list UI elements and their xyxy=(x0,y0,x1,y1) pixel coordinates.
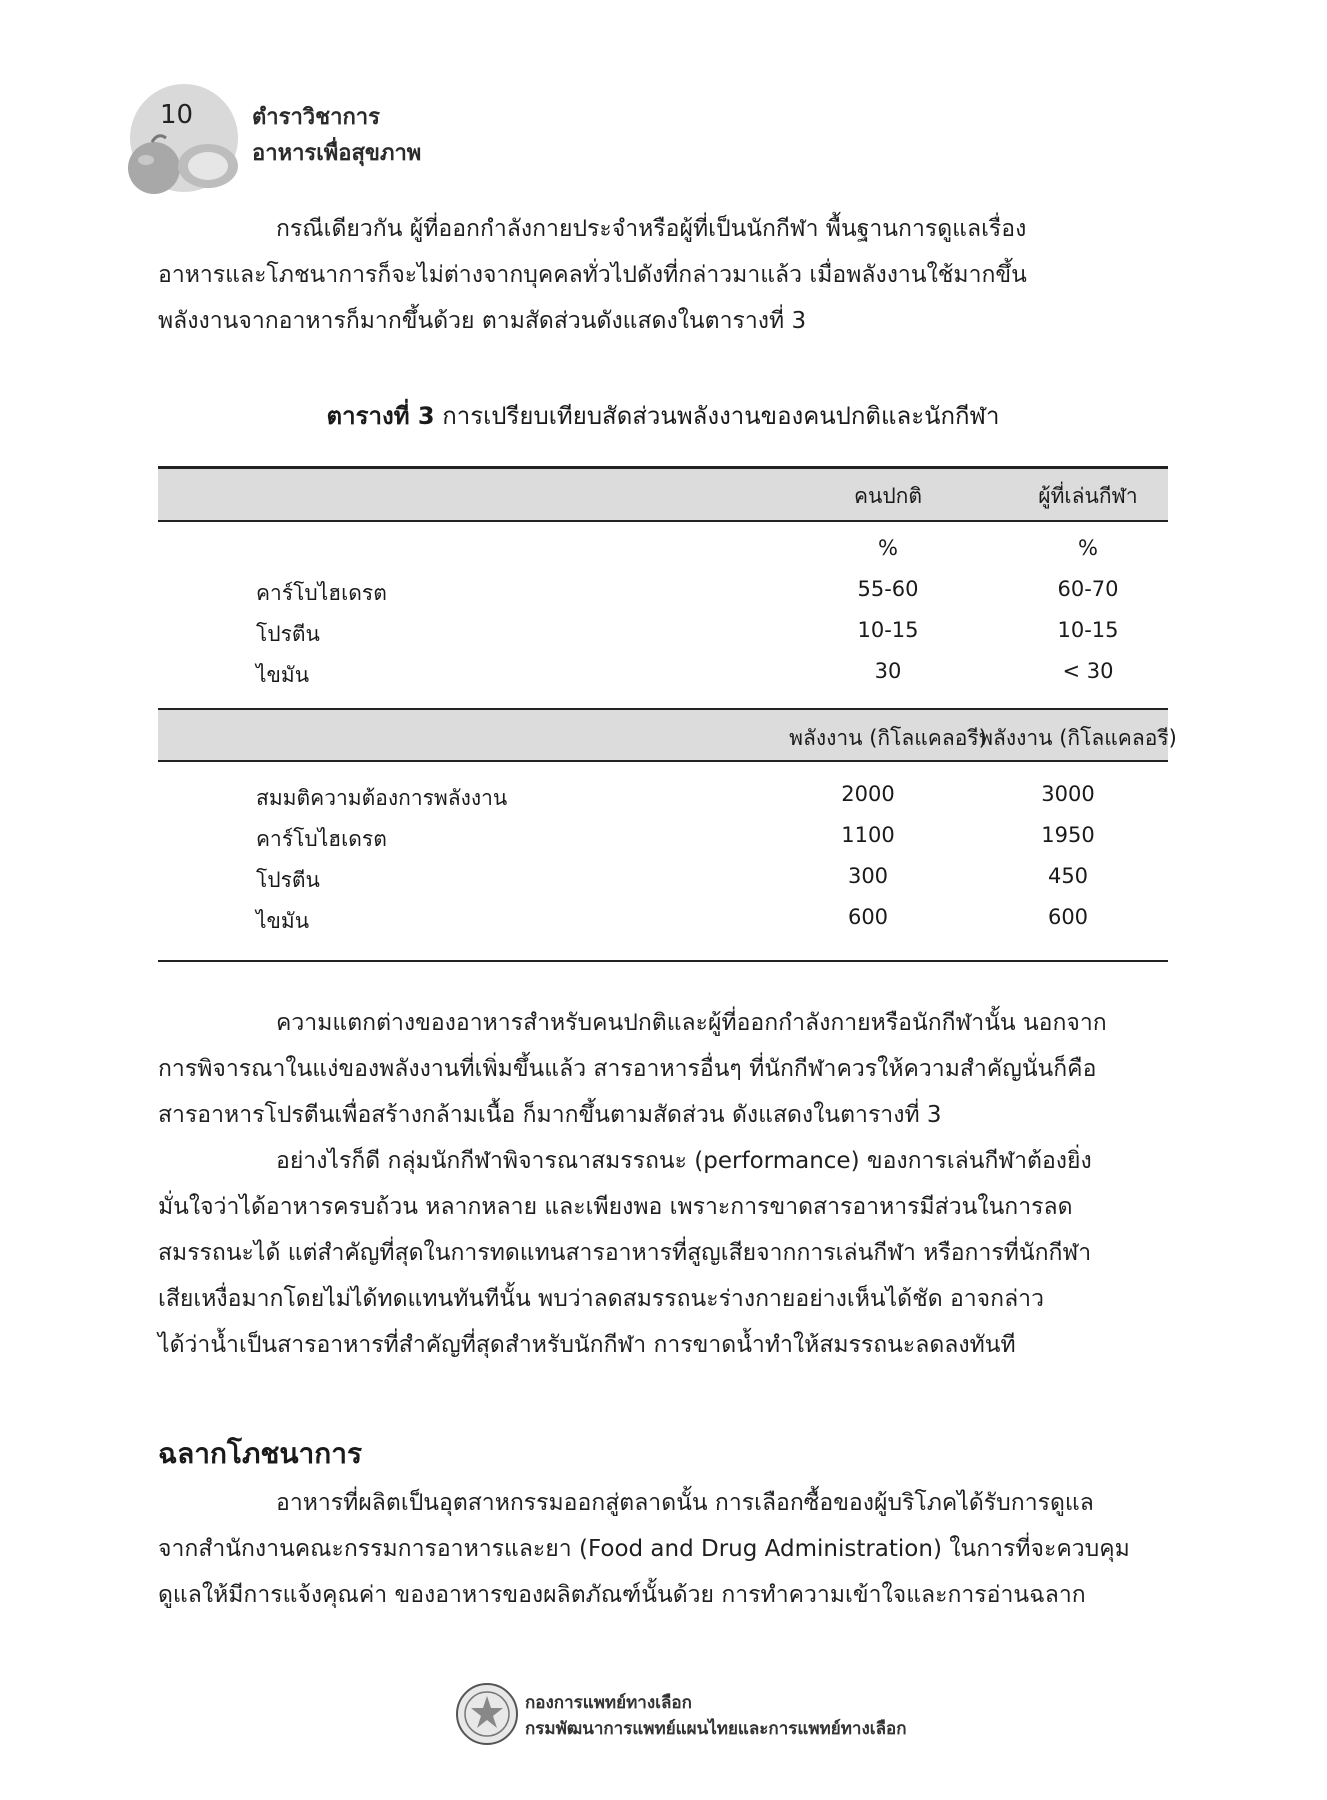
unit-athlete: % xyxy=(1078,536,1098,560)
body-paragraph-2 xyxy=(158,1138,1168,1368)
value-normal: 30 xyxy=(874,659,902,683)
table-row xyxy=(158,569,1168,610)
table-unit-row xyxy=(158,528,1168,569)
page-number: 10 xyxy=(160,100,194,130)
intro-line: พลังงานจากอาหารก็มากขึ้นด้วย ตามสัดส่วนดังแสดงในตารางที่ 3 xyxy=(158,308,807,334)
value-athlete: 10-15 xyxy=(1057,618,1119,642)
value-athlete: < 30 xyxy=(1062,659,1114,683)
table-header-row xyxy=(158,472,1168,513)
value-athlete: 60-70 xyxy=(1057,577,1119,601)
intro-paragraph xyxy=(158,206,1168,344)
col-header-athlete: ผู้ที่เล่นกีฬา xyxy=(1038,484,1138,508)
section-line: จากสำนักงานคณะกรรมการอาหารและยา (Food and Drug Administration) ในการที่จะควบคุม xyxy=(158,1536,1130,1562)
energy-header-athlete: พลังงาน (กิโลแคลอรี) xyxy=(979,726,1177,750)
value-normal: 55-60 xyxy=(857,577,919,601)
body-line: การพิจารณาในแง่ของพลังงานที่เพิ่มขึ้นแล้ว สารอาหารอื่นๆ ที่นักกีฬาควรให้ความสำคัญนั่นก็คือ xyxy=(158,1056,1097,1082)
unit-normal: % xyxy=(878,536,898,560)
body-line: ความแตกต่างของอาหารสำหรับคนปกติและผู้ที่ออกกำลังกายหรือนักกีฬานั้น นอกจาก xyxy=(276,1010,1107,1036)
row-label: โปรตีน xyxy=(256,622,320,646)
body-line: ได้ว่าน้ำเป็นสารอาหารที่สำคัญที่สุดสำหรับนักกีฬา การขาดน้ำทำให้สมรรถนะลดลงทันที xyxy=(158,1332,1016,1358)
book-title-line2: อาหารเพื่อสุขภาพ xyxy=(252,141,422,166)
table-row xyxy=(158,774,1168,815)
intro-line: อาหารและโภชนาการก็จะไม่ต่างจากบุคคลทั่วไปดังที่กล่าวมาแล้ว เมื่อพลังงานใช้มากขึ้น xyxy=(158,262,1027,288)
row-label: คาร์โบไฮเดรต xyxy=(256,581,387,605)
row-label: โปรตีน xyxy=(256,868,320,892)
value-normal: 1100 xyxy=(841,823,895,847)
section-heading: ฉลากโภชนาการ xyxy=(158,1437,362,1470)
value-athlete: 3000 xyxy=(1041,782,1095,806)
body-line: มั่นใจว่าได้อาหารครบถ้วน หลากหลาย และเพียงพอ เพราะการขาดสารอาหารมีส่วนในการลด xyxy=(158,1194,1073,1220)
value-normal: 10-15 xyxy=(857,618,919,642)
body-line: อย่างไรก็ดี กลุ่มนักกีฬาพิจารณาสมรรถนะ (performance) ของการเล่นกีฬาต้องยิ่ง xyxy=(276,1148,1092,1174)
section-line: ดูแลให้มีการแจ้งคุณค่า ของอาหารของผลิตภัณฑ์นั้นด้วย การทำความเข้าใจและการอ่านฉลาก xyxy=(158,1582,1086,1608)
section-paragraph xyxy=(158,1480,1168,1618)
row-label: ไขมัน xyxy=(256,663,310,687)
table-caption-text: การเปรียบเทียบสัดส่วนพลังงานของคนปกติและนักกีฬา xyxy=(434,402,1000,430)
row-label: คาร์โบไฮเดรต xyxy=(256,827,387,851)
body-line: เสียเหงื่อมากโดยไม่ได้ทดแทนทันทีนั้น พบว่าลดสมรรถนะร่างกายอย่างเห็นได้ชัด อาจกล่าว xyxy=(158,1286,1044,1312)
table-row xyxy=(158,856,1168,897)
table-caption xyxy=(158,396,1168,435)
energy-header-normal: พลังงาน (กิโลแคลอรี) xyxy=(789,726,987,750)
table-row xyxy=(158,815,1168,856)
department-seal-icon xyxy=(455,1682,519,1746)
value-normal: 600 xyxy=(847,905,889,929)
value-athlete: 1950 xyxy=(1041,823,1095,847)
header-fruit-graphic xyxy=(112,82,252,194)
table-row xyxy=(158,610,1168,651)
book-title xyxy=(252,100,421,172)
col-header-normal: คนปกติ xyxy=(853,484,923,508)
value-normal: 300 xyxy=(847,864,889,888)
body-line: สารอาหารโปรตีนเพื่อสร้างกล้ามเนื้อ ก็มากขึ้นตามสัดส่วน ดังแสดงในตารางที่ 3 xyxy=(158,1102,942,1128)
footer-line1: กองการแพทย์ทางเลือก xyxy=(525,1693,692,1713)
table-bottom-rule xyxy=(158,960,1168,962)
book-title-line1: ตำราวิชาการ xyxy=(252,105,380,130)
footer-text xyxy=(525,1690,907,1742)
table-energy-header-row xyxy=(158,714,1177,755)
body-paragraph-1 xyxy=(158,1000,1168,1138)
value-athlete: 600 xyxy=(1047,905,1089,929)
comparison-table xyxy=(158,466,1177,966)
footer-line2: กรมพัฒนาการแพทย์แผนไทยและการแพทย์ทางเลือก xyxy=(525,1719,907,1739)
table-row xyxy=(158,897,1168,938)
value-normal: 2000 xyxy=(841,782,895,806)
body-line: สมรรถนะได้ แต่สำคัญที่สุดในการทดแทนสารอาหารที่สูญเสียจากการเล่นกีฬา หรือการที่นักกีฬา xyxy=(158,1240,1092,1266)
row-label: สมมติความต้องการพลังงาน xyxy=(256,786,508,810)
intro-line: กรณีเดียวกัน ผู้ที่ออกกำลังกายประจำหรือผู้ที่เป็นนักกีฬา พื้นฐานการดูแลเรื่อง xyxy=(276,216,1027,242)
table-caption-label: ตารางที่ 3 xyxy=(326,402,435,430)
value-athlete: 450 xyxy=(1047,864,1089,888)
row-label: ไขมัน xyxy=(256,909,310,933)
section-line: อาหารที่ผลิตเป็นอุตสาหกรรมออกสู่ตลาดนั้น การเลือกซื้อของผู้บริโภคได้รับการดูแล xyxy=(276,1490,1094,1516)
table-row xyxy=(158,651,1168,692)
